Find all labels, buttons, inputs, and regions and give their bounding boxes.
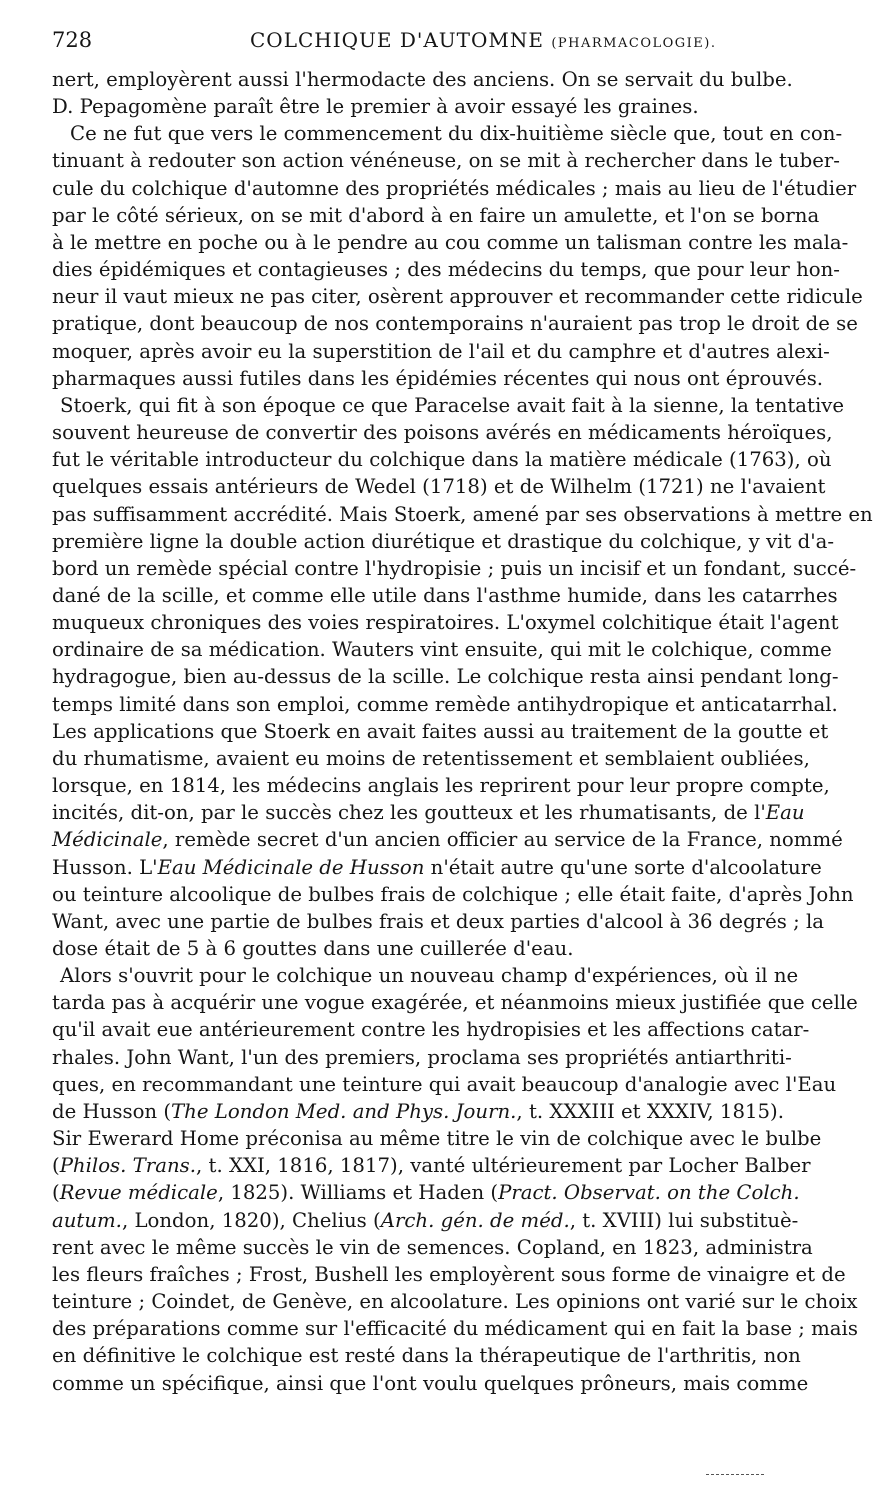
text-segment: à le mettre en poche ou à le pendre au cou comme un talisman contre les mala- <box>52 230 849 254</box>
text-line <box>52 338 830 365</box>
italic-text: autum. <box>52 1208 122 1232</box>
text-line <box>52 799 805 826</box>
text-line <box>52 446 832 473</box>
text-line <box>52 718 829 745</box>
text-line <box>52 1234 813 1261</box>
text-segment: des préparations comme sur l'efficacité du médicament qui en fait la base ; mais <box>52 1317 858 1341</box>
text-line <box>52 1288 858 1315</box>
text-segment: bord un remède spécial contre l'hydropisie ; puis un incisif et un fondant, succé- <box>52 556 857 580</box>
text-segment: hydragogue, bien au-dessus de la scille. Le colchique resta ainsi pendant long- <box>52 665 839 689</box>
text-line <box>52 935 764 962</box>
text-segment: fut le véritable introducteur du colchique dans la matière médicale (1763), où <box>52 448 832 472</box>
text-line <box>52 1261 846 1288</box>
text-segment: pratique, dont beaucoup de nos contemporains n'auraient pas trop le droit de se <box>52 312 858 336</box>
text-line <box>52 66 793 93</box>
text-segment: du rhumatisme, avaient eu moins de retentissement et semblaient oubliées, <box>52 746 810 770</box>
text-segment: , t. XXI, 1816, 1817), vanté ultérieurement par Locher Balber <box>196 1154 811 1178</box>
text-line <box>52 636 832 663</box>
text-line <box>52 392 845 419</box>
text-segment: de Husson ( <box>52 1099 172 1123</box>
running-title-section: (PHARMACOLOGIE). <box>551 36 717 51</box>
text-line <box>52 310 858 337</box>
text-segment: moquer, après avoir eu la superstition de l'ail et du camphre et d'autres alexi- <box>52 339 830 363</box>
text-segment: quelques essais antérieurs de Wedel (1718) et de Wilhelm (1721) ne l'avaient <box>52 475 826 499</box>
running-title-main: COLCHIQUE D'AUTOMNE <box>250 28 544 52</box>
text-line <box>52 1207 799 1234</box>
text-line <box>52 908 825 935</box>
body-text <box>52 66 873 1397</box>
text-segment: pharmaques aussi futiles dans les épidémies récentes qui nous ont éprouvés. <box>52 366 824 390</box>
text-segment: ( <box>52 1154 60 1178</box>
text-line <box>52 826 843 853</box>
text-segment: rhales. John Want, l'un des premiers, proclama ses propriétés antiarthriti- <box>52 1045 792 1069</box>
text-segment: , remède secret d'un ancien officier au service de la France, nommé <box>162 828 843 852</box>
text-segment: tinuant à redouter son action vénéneuse, on se mit à rechercher dans le tuber- <box>52 149 840 173</box>
text-segment: lorsque, en 1814, les médecins anglais les reprirent pour leur propre compte, <box>52 774 830 798</box>
text-segment: neur il vaut mieux ne pas citer, osèrent approuver et recommander cette ridicule <box>52 285 863 309</box>
italic-text: Médicinale <box>52 828 163 852</box>
text-line <box>52 989 858 1016</box>
italic-text: Arch. gén. de méd. <box>380 1208 570 1232</box>
text-segment: Want, avec une partie de bulbes frais et deux parties d'alcool à 36 degrés ; la <box>52 909 825 933</box>
text-line <box>52 691 838 718</box>
text-segment: dané de la scille, et comme elle utile dans l'asthme humide, dans les catarrhes <box>52 583 838 607</box>
text-segment: ordinaire de sa médication. Wauters vint ensuite, qui mit le colchique, comme <box>52 638 832 662</box>
text-line <box>52 283 863 310</box>
text-segment: D. Pepagomène paraît être le premier à avoir essayé les graines. <box>52 95 699 119</box>
text-line <box>52 1315 858 1342</box>
text-line <box>52 419 833 446</box>
text-line <box>52 528 835 555</box>
text-segment: rent avec le même succès le vin de semences. Copland, en 1823, administra <box>52 1235 813 1259</box>
text-segment: ou teinture alcoolique de bulbes frais de colchique ; elle était faite, d'après John <box>52 882 854 906</box>
page-number: 728 <box>52 28 93 52</box>
text-segment: , London, 1820), Chelius ( <box>121 1208 381 1232</box>
text-line <box>52 772 830 799</box>
text-segment: , t. XXXIII et XXXIV, 1815). <box>516 1099 784 1123</box>
text-segment: , 1825). Williams et Haden ( <box>217 1181 499 1205</box>
text-segment: Les applications que Stoerk en avait faites aussi au traitement de la goutte et <box>52 719 829 743</box>
text-line <box>52 256 840 283</box>
text-line <box>52 609 839 636</box>
text-segment: n'était autre qu'une sorte d'alcoolature <box>424 855 822 879</box>
text-segment: incités, dit-on, par le succès chez les goutteux et les rhumatisants, de l' <box>52 801 766 825</box>
text-segment: teinture ; Coindet, de Genève, en alcoolature. Les opinions ont varié sur le choix <box>52 1290 858 1314</box>
text-segment: , t. XVIII) lui substituè- <box>569 1208 799 1232</box>
text-segment: Husson. L' <box>52 855 158 879</box>
text-segment: Stoerk, qui fit à son époque ce que Paracelse avait fait à la sienne, la tentative <box>60 393 845 417</box>
text-line <box>52 582 838 609</box>
text-segment: muqueux chroniques des voies respiratoires. L'oxymel colchitique était l'agent <box>52 611 839 635</box>
text-segment: ( <box>52 1181 60 1205</box>
text-segment: cule du colchique d'automne des propriétés médicales ; mais au lieu de l'étudier <box>52 176 857 200</box>
italic-text: Pract. Observat. on the Colch. <box>498 1181 800 1205</box>
text-line <box>52 1016 810 1043</box>
text-line <box>52 1071 837 1098</box>
italic-text: Revue médicale <box>59 1181 218 1205</box>
text-line <box>52 202 820 229</box>
italic-text: The London Med. and Phys. Journ. <box>171 1099 517 1123</box>
text-segment: pas suffisamment accrédité. Mais Stoerk, amené par ses observations à mettre en <box>52 502 873 526</box>
text-segment: ques, en recommandant une teinture qui avait beaucoup d'analogie avec l'Eau <box>52 1072 837 1096</box>
text-line <box>52 1098 784 1125</box>
text-line <box>52 555 857 582</box>
text-line <box>52 175 857 202</box>
text-segment: en définitive le colchique est resté dans la thérapeutique de l'arthritis, non <box>52 1344 801 1368</box>
text-segment: qu'il avait eue antérieurement contre les hydropisies et les affections catar- <box>52 1018 810 1042</box>
running-title <box>250 28 716 52</box>
text-segment: dose était de 5 à 6 gouttes dans une cuillerée d'eau. <box>52 937 574 960</box>
italic-text: Eau Médicinale de Husson <box>157 855 425 879</box>
text-line <box>52 745 810 772</box>
text-segment: souvent heureuse de convertir des poisons avérés en médicaments héroïques, <box>52 421 833 445</box>
text-line <box>52 1152 811 1179</box>
text-segment: comme un spécifique, ainsi que l'ont voulu quelques prôneurs, mais comme <box>52 1371 809 1395</box>
text-line <box>52 1044 792 1071</box>
text-line <box>52 120 843 147</box>
text-segment: dies épidémiques et contagieuses ; des médecins du temps, que pour leur hon- <box>52 258 840 282</box>
text-segment: nert, employèrent aussi l'hermodacte des anciens. On se servait du bulbe. <box>52 68 793 91</box>
text-line <box>52 854 822 881</box>
text-line <box>52 1179 800 1206</box>
text-segment: Ce ne fut que vers le commencement du dix-huitième siècle que, tout en con- <box>70 122 843 146</box>
text-line <box>52 881 854 908</box>
text-segment: première ligne la double action diurétique et drastique du colchique, y vit d'a- <box>52 529 835 553</box>
text-line <box>52 1342 801 1369</box>
text-segment: par le côté sérieux, on se mit d'abord à en faire un amulette, et l'on se borna <box>52 203 820 227</box>
text-line <box>52 93 764 120</box>
text-line <box>52 501 873 528</box>
text-line <box>52 229 849 256</box>
text-line <box>52 365 824 392</box>
text-segment: tarda pas à acquérir une vogue exagérée, et néanmoins mieux justifiée que celle <box>52 991 858 1015</box>
running-header <box>52 28 768 58</box>
italic-text: Eau <box>765 801 805 825</box>
text-line <box>52 473 826 500</box>
text-line <box>52 1125 822 1152</box>
text-segment: les fleurs fraîches ; Frost, Bushell les employèrent sous forme de vinaigre et de <box>52 1262 846 1286</box>
text-line <box>52 663 839 690</box>
text-segment: Sir Ewerard Home préconisa au même titre le vin de colchique avec le bulbe <box>52 1127 822 1151</box>
footer-rule <box>706 1474 764 1475</box>
italic-text: Philos. Trans. <box>59 1154 197 1178</box>
text-line <box>52 1370 809 1397</box>
text-line <box>52 147 840 174</box>
text-segment: Alors s'ouvrit pour le colchique un nouveau champ d'expériences, où il ne <box>60 964 799 988</box>
text-line <box>52 962 799 989</box>
text-segment: temps limité dans son emploi, comme remède antihydropique et anticatarrhal. <box>52 692 838 716</box>
